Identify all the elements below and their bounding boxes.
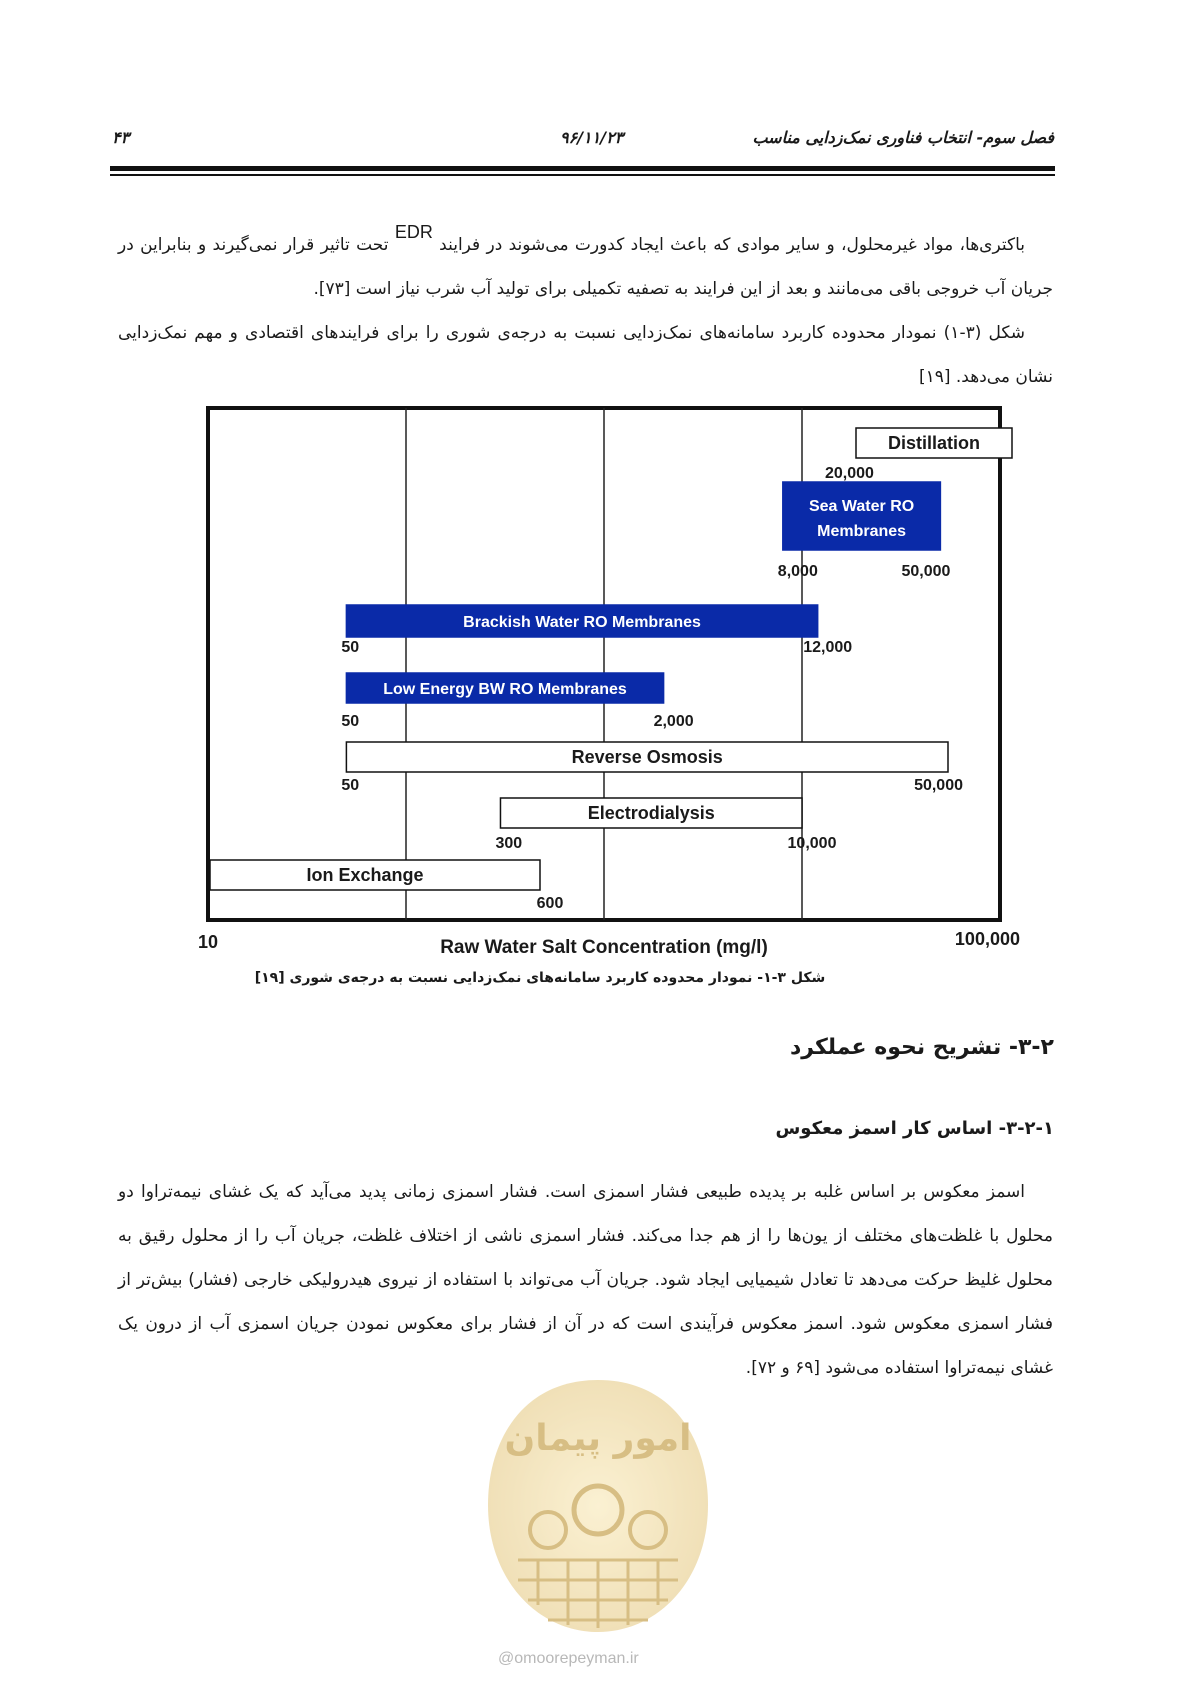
watermark-site: @omoorepeyman.ir xyxy=(498,1650,639,1667)
bar-max-label: 10,000 xyxy=(787,835,837,852)
ro-text: اسمز معکوس بر اساس غلبه بر پدیده طبیعی فشار اسمزی است. فشار اسمزی زمانی پدید می‌آید که یک غشای نیمه‌تراوا دو محلول با غلظت‌های مختلف از یون‌ها را از هم جدا می‌کند. فشار اسمزی ناشی از اختلاف غلظت، جریان آب را از محلول رقیق به محلول غلیظ حرکت می‌دهد تا تعادل شیمیایی ایجاد شود. جریان آب می‌تواند با استفاده از نیروی هیدرولیکی خارجی (فشار) بیش‌تر از فشار اسمزی معکوس شود. اسمز معکوس فرآیندی است که در آن از فشار برای معکوس نمودن جریان اسمزی آب از درون یک غشای نیمه‌تراوا استفاده می‌شود [۶۹ و ۷۲]. xyxy=(118,1182,1053,1378)
bar-label: Membranes xyxy=(817,523,907,540)
text-line1-pre: باکتری‌ها، مواد غیرمحلول، و سایر موادی که باعث ایجاد کدورت می‌شوند در فرایند xyxy=(439,235,1026,255)
bar-min-label: 50 xyxy=(341,713,360,730)
bar-label: Brackish Water RO Membranes xyxy=(463,614,701,631)
ro-paragraph xyxy=(118,1170,1053,1390)
bar-max-label: 2,000 xyxy=(653,713,694,730)
bar-min-label: 20,000 xyxy=(825,465,874,482)
bar-max-label: 12,000 xyxy=(803,639,853,656)
x-min-label: 10 xyxy=(198,932,219,952)
chapter-title: فصل سوم- انتخاب فناوری نمک‌زدایی مناسب xyxy=(752,128,1054,147)
bar-max-label: 50,000 xyxy=(914,777,963,794)
watermark-logo-text: امور پیمان xyxy=(504,1418,692,1459)
bar-min-label: 8,000 xyxy=(777,563,818,580)
text-line1-post: تحت تاثیر قرار نمی‌گیرند و بنابراین در جریان آب خروجی باقی می‌مانند و بعد از این فرایند به تصفیه تکمیلی برای تولید آب شرب نیاز است [۷۳]. xyxy=(118,235,1053,299)
bar-label: Low Energy BW RO Membranes xyxy=(383,681,627,698)
figure-caption: شکل ۳-۱- نمودار محدوده کاربرد سامانه‌های نمک‌زدایی نسبت به درجه‌ی شوری [۱۹] xyxy=(254,970,826,986)
section-heading: ۳-۲- تشریح نحوه عملکرد xyxy=(790,1035,1054,1060)
bar-max-label: 50,000 xyxy=(901,563,951,580)
bar-max-label: 600 xyxy=(536,895,564,912)
x-max-label: 100,000 xyxy=(954,929,1020,949)
edr-abbr: EDR xyxy=(394,222,433,242)
bar-label: Distillation xyxy=(887,433,981,453)
subsection-heading: ۳-۲-۱- اساس کار اسمز معکوس xyxy=(775,1118,1054,1139)
bar-min-label: 300 xyxy=(495,835,523,852)
header-date: ۹۶/۱۱/۲۳ xyxy=(560,128,624,147)
bar-label: Ion Exchange xyxy=(306,865,424,885)
bar-min-label: 50 xyxy=(341,639,360,656)
page-number: ۴۳ xyxy=(112,128,130,147)
bar-label: Electrodialysis xyxy=(587,803,715,823)
bar-min-label: 50 xyxy=(341,777,360,794)
bar-label: Reverse Osmosis xyxy=(571,747,723,767)
bar-label: Sea Water RO xyxy=(808,498,915,515)
paragraph-figure-ref: شکل (۳-۱) نمودار محدوده کاربرد سامانه‌های نمک‌زدایی نسبت به درجه‌ی شوری را برای فرایندهای اقتصادی و مهم نمک‌زدایی نشان می‌دهد. [۱۹] xyxy=(118,323,1053,387)
x-axis-title: Raw Water Salt Concentration (mg/l) xyxy=(440,937,768,958)
watermark-seal xyxy=(478,1370,718,1640)
